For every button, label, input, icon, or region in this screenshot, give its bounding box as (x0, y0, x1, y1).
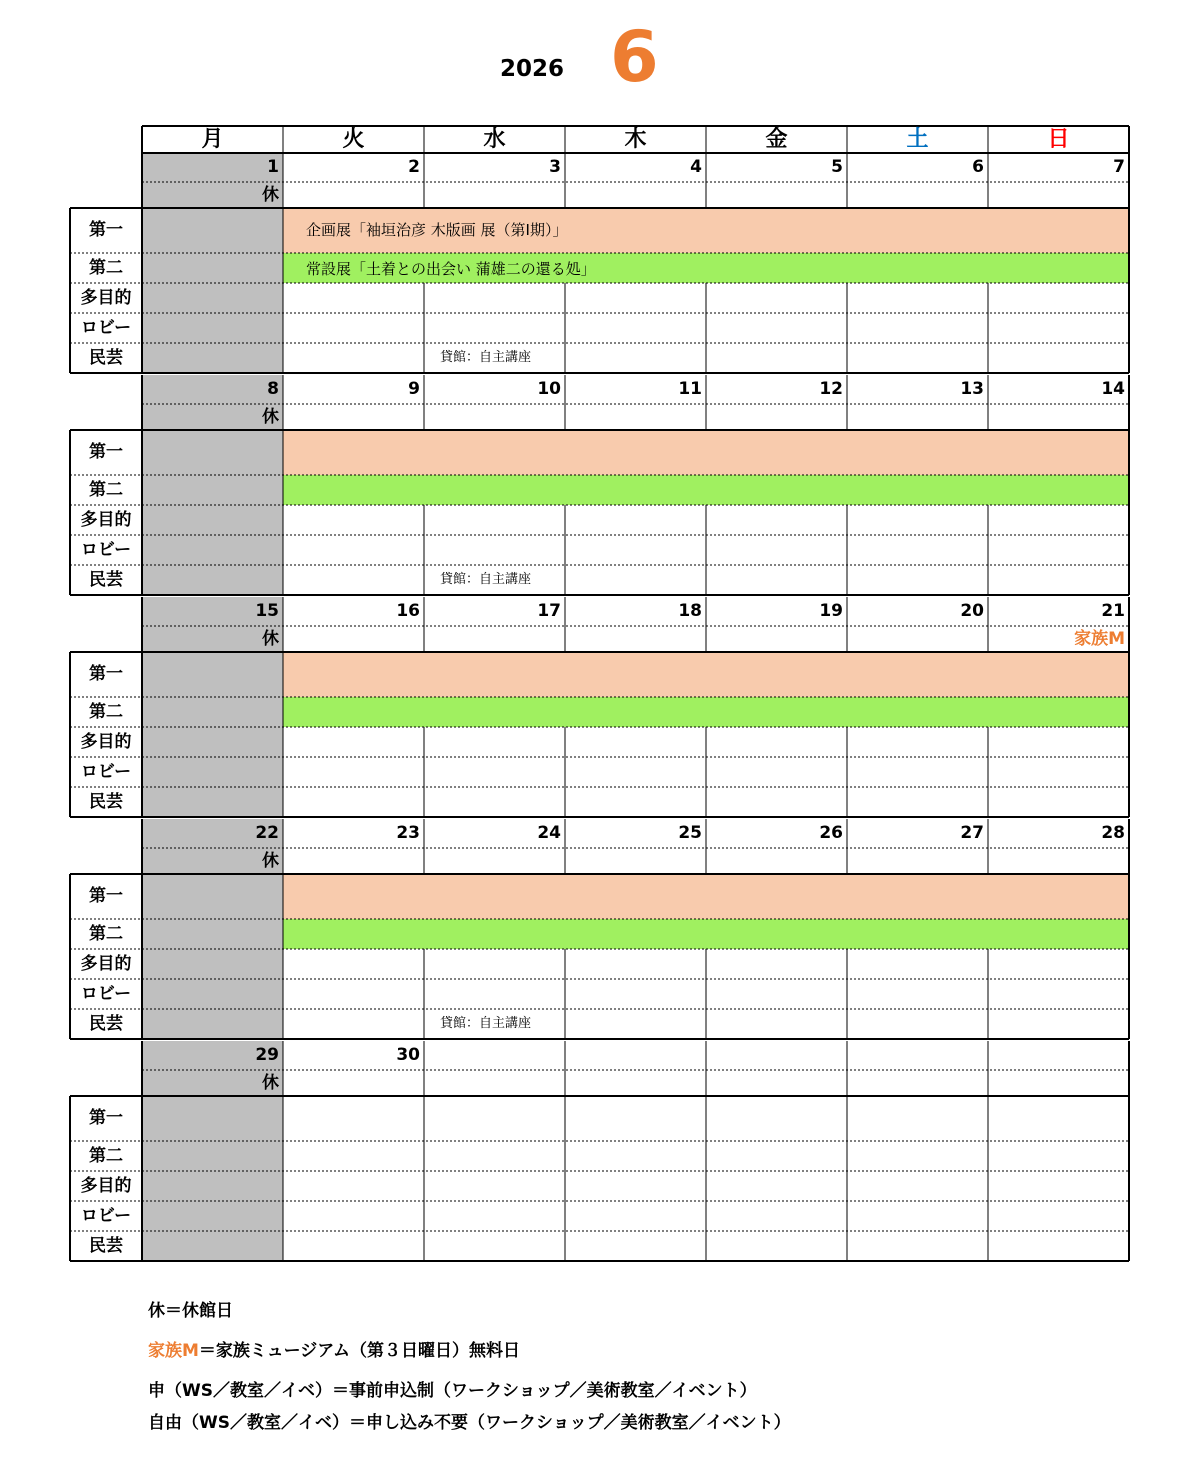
day-number: 19 (819, 601, 843, 621)
day-number: 24 (537, 823, 561, 843)
exhibit-band-room1 (283, 874, 1129, 919)
room-label-lobby: ロビー (80, 762, 132, 782)
day-number (565, 1041, 706, 1069)
day-number: 12 (819, 379, 843, 399)
calendar-year: 2026 (500, 56, 565, 82)
exhibit-room1-title: 企画展「袖垣治彦 木版画 展（第Ⅰ期）」 (306, 221, 568, 239)
day-number: 28 (1101, 823, 1125, 843)
legend-free: 自由（WS／教室／イベ）＝申し込み不要（ワークショップ／美術教室／イベント） (148, 1413, 791, 1433)
room-label-second: 第二 (89, 480, 123, 500)
closed-marker: 休 (262, 1073, 279, 1093)
legend-family-museum (148, 1336, 520, 1361)
day-number: 7 (1113, 157, 1125, 177)
closed-marker: 休 (262, 851, 279, 871)
day-number: 17 (537, 601, 561, 621)
mingei-rental-note: 貸館：自主講座 (440, 572, 532, 587)
day-number: 18 (678, 601, 702, 621)
day-number: 14 (1101, 379, 1125, 399)
day-number: 13 (960, 379, 984, 399)
room-label-multipurpose: 多目的 (80, 288, 132, 308)
room-label-first: 第一 (89, 442, 123, 462)
weekday-tue: 火 (342, 127, 365, 152)
day-number: 5 (831, 157, 843, 177)
day-number: 15 (255, 601, 279, 621)
room-label-multipurpose: 多目的 (80, 1176, 132, 1196)
day-number: 1 (267, 157, 279, 177)
day-number (706, 1041, 847, 1069)
room-label-mingei: 民芸 (89, 348, 123, 368)
legend-family-key: 家族M (148, 1341, 199, 1361)
day-number: 3 (549, 157, 561, 177)
legend-family-text: ＝家族ミュージアム（第３日曜日）無料日 (198, 1341, 521, 1361)
weekday-thu: 木 (624, 127, 647, 152)
closed-marker: 休 (262, 629, 279, 649)
room-label-second: 第二 (89, 258, 123, 278)
room-label-second: 第二 (89, 702, 123, 722)
day-number: 10 (537, 379, 561, 399)
day-number: 20 (960, 601, 984, 621)
exhibit-band-room2 (283, 475, 1129, 505)
room-label-first: 第一 (89, 1108, 123, 1128)
exhibit-band-room2 (283, 919, 1129, 949)
day-number (988, 1041, 1129, 1069)
day-number: 8 (267, 379, 279, 399)
exhibit-band-room1 (283, 430, 1129, 475)
weekday-sat: 土 (906, 127, 929, 152)
day-number: 2 (408, 157, 420, 177)
room-label-second: 第二 (89, 1146, 123, 1166)
day-number: 27 (960, 823, 984, 843)
room-label-mingei: 民芸 (89, 1014, 123, 1034)
day-number: 23 (396, 823, 420, 843)
exhibit-band-room1 (283, 652, 1129, 697)
room-label-multipurpose: 多目的 (80, 732, 132, 752)
day-number: 16 (396, 601, 420, 621)
legend-reservation: 申（WS／教室／イベ）＝事前申込制（ワークショップ／美術教室／イベント） (148, 1381, 757, 1401)
room-label-multipurpose: 多目的 (80, 954, 132, 974)
closed-marker: 休 (262, 185, 279, 205)
day-number (424, 1041, 565, 1069)
weekday-sun: 日 (1047, 127, 1070, 152)
room-label-multipurpose: 多目的 (80, 510, 132, 530)
day-number: 26 (819, 823, 843, 843)
day-number: 29 (255, 1045, 279, 1065)
mingei-rental-note: 貸館：自主講座 (440, 350, 532, 365)
day-number: 4 (690, 157, 702, 177)
weekday-fri: 金 (765, 127, 788, 152)
room-label-lobby: ロビー (80, 318, 132, 338)
room-label-mingei: 民芸 (89, 792, 123, 812)
day-number: 25 (678, 823, 702, 843)
room-label-first: 第一 (89, 220, 123, 240)
weekday-wed: 水 (483, 127, 506, 152)
day-number: 21 (1101, 601, 1125, 621)
legend-closed: 休＝休館日 (148, 1301, 233, 1321)
mingei-rental-note: 貸館：自主講座 (440, 1016, 532, 1031)
day-number: 6 (972, 157, 984, 177)
exhibit-room2-title: 常設展「土着との出会い 蒲雄二の還る処」 (306, 260, 596, 278)
day-number (847, 1041, 988, 1069)
room-label-second: 第二 (89, 924, 123, 944)
family-museum-note: 家族M (1074, 629, 1125, 649)
weekday-mon: 月 (201, 127, 224, 152)
day-number: 30 (396, 1045, 420, 1065)
room-label-mingei: 民芸 (89, 1236, 123, 1256)
day-number: 11 (678, 379, 702, 399)
room-label-lobby: ロビー (80, 540, 132, 560)
room-label-lobby: ロビー (80, 984, 132, 1004)
exhibit-band-room2 (283, 697, 1129, 727)
room-label-first: 第一 (89, 664, 123, 684)
calendar-month: 6 (610, 16, 659, 98)
closed-marker: 休 (262, 407, 279, 427)
room-label-lobby: ロビー (80, 1206, 132, 1226)
day-number: 22 (255, 823, 279, 843)
room-label-first: 第一 (89, 886, 123, 906)
room-label-mingei: 民芸 (89, 570, 123, 590)
day-number: 9 (408, 379, 420, 399)
